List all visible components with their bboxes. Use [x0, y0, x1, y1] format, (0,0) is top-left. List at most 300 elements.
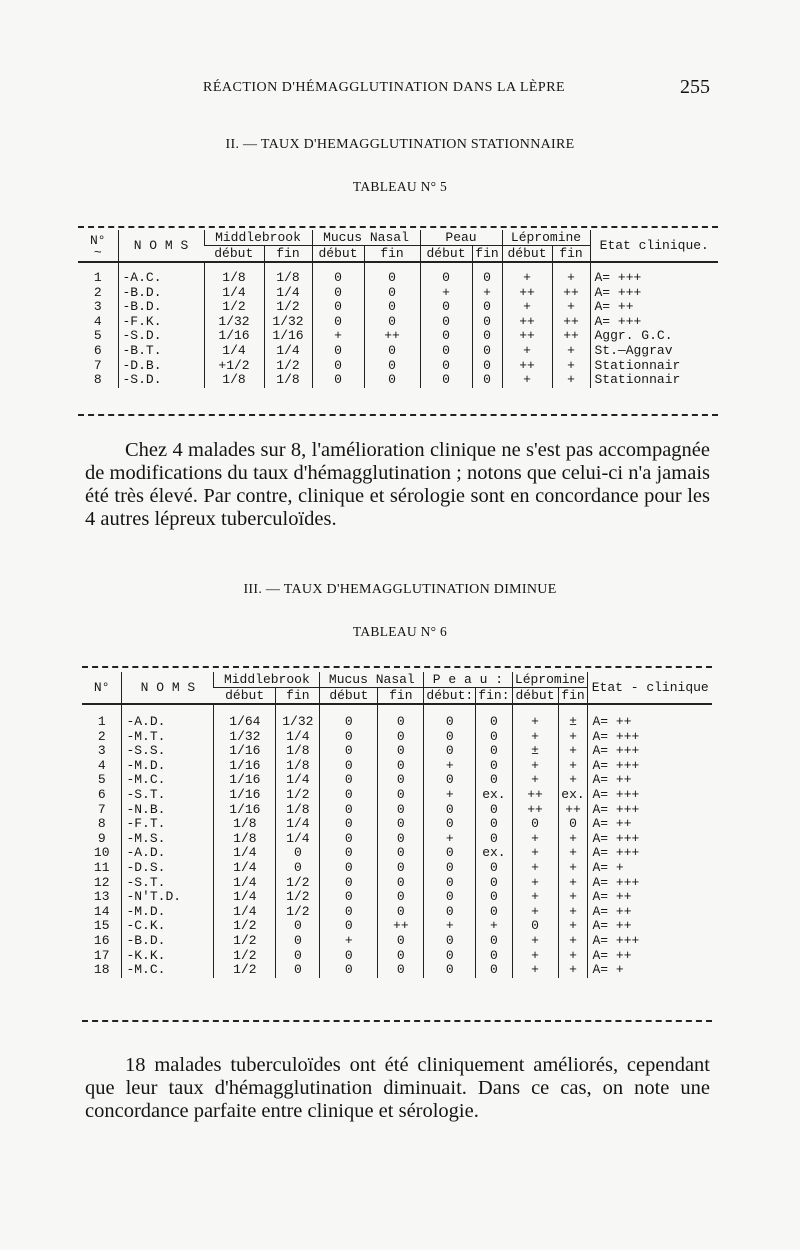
peau-fin: +: [476, 919, 512, 934]
peau-debut: 0: [424, 905, 476, 920]
section-3-title: III. — TAUX D'HEMAGGLUTINATION DIMINUE: [243, 582, 557, 597]
lepromine-debut: ++: [512, 803, 558, 818]
row-number: 1: [97, 714, 106, 729]
middlebrook-debut: 1/4: [204, 344, 264, 359]
mucus-debut: 0: [320, 817, 378, 832]
peau-fin: ex.: [476, 788, 512, 803]
mucus-fin: 0: [364, 315, 420, 330]
peau-fin: 0: [472, 300, 502, 315]
peau-debut: 0: [420, 344, 472, 359]
patient-name: -M.D.: [122, 905, 214, 920]
middlebrook-debut: 1/8: [204, 373, 264, 388]
middlebrook-fin: 1/8: [276, 759, 320, 774]
peau-fin: 0: [476, 773, 512, 788]
lepromine-debut: +: [512, 890, 558, 905]
col-mucus-header: Mucus Nasal: [312, 230, 420, 246]
mucus-fin: 0: [378, 730, 424, 745]
mucus-debut: +: [312, 329, 364, 344]
table-row: [78, 300, 718, 315]
middlebrook-fin: 0: [276, 861, 320, 876]
table-row: [82, 832, 712, 847]
sub-header-debut: début: [214, 688, 276, 705]
col-noms-header: N O M S: [118, 230, 204, 262]
etat-clinique: A= +++: [588, 876, 712, 891]
sub-header-debut: début:: [424, 688, 476, 705]
row-number: 3: [97, 743, 106, 759]
row-number: 10: [93, 845, 110, 861]
lepromine-debut: +: [512, 963, 558, 978]
mucus-fin: 0: [378, 759, 424, 774]
section-2-title: II. — TAUX D'HEMAGGLUTINATION STATIONNAIRE: [225, 137, 575, 152]
col-no-header: N° ~: [78, 230, 118, 262]
peau-debut: 0: [420, 315, 472, 330]
middlebrook-debut: 1/16: [214, 759, 276, 774]
lepromine-fin: +: [552, 373, 590, 388]
middlebrook-fin: 1/2: [264, 300, 312, 315]
lepromine-debut: ++: [502, 359, 552, 374]
peau-fin: 0: [472, 315, 502, 330]
mucus-fin: 0: [364, 359, 420, 374]
peau-fin: ex.: [476, 846, 512, 861]
col-no-header: N°: [82, 672, 122, 704]
lepromine-fin: ++: [558, 803, 588, 818]
table-row: [82, 963, 712, 978]
lepromine-fin: ++: [552, 315, 590, 330]
peau-debut: 0: [424, 704, 476, 730]
table-row: [82, 803, 712, 818]
middlebrook-fin: 1/4: [276, 832, 320, 847]
middlebrook-debut: 1/16: [214, 744, 276, 759]
mucus-fin: 0: [378, 890, 424, 905]
middlebrook-debut: 1/2: [214, 934, 276, 949]
patient-name: -C.K.: [122, 919, 214, 934]
row-number: 15: [93, 918, 110, 934]
peau-fin: 0: [476, 934, 512, 949]
row-number: 11: [93, 859, 110, 875]
middlebrook-fin: 1/8: [264, 262, 312, 286]
mucus-debut: 0: [320, 832, 378, 847]
lepromine-debut: +: [512, 846, 558, 861]
middlebrook-debut: 1/4: [214, 846, 276, 861]
lepromine-debut: +: [512, 949, 558, 964]
middlebrook-debut: 1/16: [214, 788, 276, 803]
lepromine-fin: 0: [558, 817, 588, 832]
mucus-debut: 0: [320, 919, 378, 934]
etat-clinique: A= ++: [588, 905, 712, 920]
etat-clinique: A= +: [588, 861, 712, 876]
patient-name: -B.T.: [118, 344, 204, 359]
mucus-debut: +: [320, 934, 378, 949]
mucus-fin: 0: [378, 876, 424, 891]
row-number: 2: [97, 728, 106, 744]
table-row: [82, 905, 712, 920]
middlebrook-fin: 1/32: [276, 704, 320, 730]
mucus-fin: 0: [378, 861, 424, 876]
mucus-fin: ++: [378, 919, 424, 934]
etat-clinique: St.—Aggrav: [590, 344, 718, 359]
middlebrook-debut: 1/8: [214, 832, 276, 847]
peau-fin: 0: [476, 876, 512, 891]
peau-debut: 0: [424, 861, 476, 876]
table-row: [82, 704, 712, 730]
peau-debut: +: [424, 788, 476, 803]
table-row: [82, 773, 712, 788]
peau-fin: +: [472, 286, 502, 301]
row-number: 9: [97, 830, 106, 846]
row-number: 7: [97, 801, 106, 817]
table-6: [82, 672, 712, 978]
mucus-debut: 0: [312, 300, 364, 315]
row-number: 7: [93, 357, 102, 373]
mucus-debut: 0: [320, 890, 378, 905]
lepromine-fin: ex.: [558, 788, 588, 803]
etat-clinique: A= +++: [590, 286, 718, 301]
sub-header-fin: fin: [552, 246, 590, 263]
page-number: 255: [680, 76, 710, 98]
peau-debut: +: [420, 286, 472, 301]
table-row: [78, 286, 718, 301]
etat-clinique: A= +++: [588, 934, 712, 949]
lepromine-debut: ++: [512, 788, 558, 803]
mucus-fin: 0: [364, 300, 420, 315]
middlebrook-fin: 1/8: [276, 744, 320, 759]
peau-fin: 0: [476, 817, 512, 832]
mucus-debut: 0: [312, 262, 364, 286]
middlebrook-debut: 1/8: [214, 817, 276, 832]
etat-clinique: A= ++: [588, 949, 712, 964]
peau-debut: 0: [420, 329, 472, 344]
lepromine-fin: +: [552, 300, 590, 315]
mucus-debut: 0: [320, 773, 378, 788]
sub-header-fin: fin: [378, 688, 424, 705]
lepromine-debut: +: [512, 704, 558, 730]
row-number: 3: [93, 299, 102, 315]
lepromine-debut: 0: [512, 919, 558, 934]
patient-name: -M.C.: [122, 963, 214, 978]
middlebrook-debut: 1/4: [204, 286, 264, 301]
table-row: [82, 861, 712, 876]
patient-name: -A.D.: [122, 846, 214, 861]
sub-header-debut: début: [312, 246, 364, 263]
lepromine-fin: ±: [558, 704, 588, 730]
etat-clinique: A= +++: [588, 730, 712, 745]
lepromine-debut: +: [512, 905, 558, 920]
col-etat-header: Etat - clinique: [588, 672, 712, 704]
middlebrook-debut: 1/4: [214, 861, 276, 876]
middlebrook-fin: 1/8: [264, 373, 312, 388]
mucus-debut: 0: [320, 949, 378, 964]
mucus-fin: ++: [364, 329, 420, 344]
table-row: [82, 759, 712, 774]
middlebrook-fin: 1/2: [276, 905, 320, 920]
row-number: 14: [93, 903, 110, 919]
etat-clinique: Stationnair: [590, 359, 718, 374]
middlebrook-fin: 0: [276, 963, 320, 978]
row-number: 4: [93, 313, 102, 329]
sub-header-debut: début: [512, 688, 558, 705]
patient-name: -S.D.: [118, 329, 204, 344]
peau-fin: 0: [476, 861, 512, 876]
lepromine-fin: +: [558, 919, 588, 934]
peau-debut: 0: [420, 300, 472, 315]
lepromine-debut: +: [502, 262, 552, 286]
peau-debut: 0: [424, 876, 476, 891]
lepromine-fin: +: [558, 846, 588, 861]
row-number: 8: [97, 816, 106, 832]
patient-name: -S.S.: [122, 744, 214, 759]
table-row: [78, 315, 718, 330]
lepromine-fin: +: [558, 773, 588, 788]
middlebrook-debut: 1/2: [214, 949, 276, 964]
patient-name: -K.K.: [122, 949, 214, 964]
middlebrook-fin: 0: [276, 934, 320, 949]
mucus-debut: 0: [312, 373, 364, 388]
row-number: 5: [97, 772, 106, 788]
peau-fin: 0: [472, 359, 502, 374]
peau-fin: 0: [476, 963, 512, 978]
etat-clinique: A= ++: [590, 300, 718, 315]
row-number: 18: [93, 962, 110, 978]
etat-clinique: A= +++: [588, 846, 712, 861]
mucus-fin: 0: [378, 773, 424, 788]
peau-fin: 0: [476, 730, 512, 745]
etat-clinique: A= +++: [588, 832, 712, 847]
table-5-body: [78, 262, 718, 388]
lepromine-debut: 0: [512, 817, 558, 832]
col-peau-header: Peau: [420, 230, 502, 246]
lepromine-debut: +: [512, 876, 558, 891]
sub-header-fin: fin: [264, 246, 312, 263]
middlebrook-debut: 1/16: [204, 329, 264, 344]
col-peau-header: P e a u :: [424, 672, 512, 688]
table-row: [78, 329, 718, 344]
mucus-debut: 0: [312, 286, 364, 301]
row-number: 6: [97, 786, 106, 802]
etat-clinique: Stationnair: [590, 373, 718, 388]
middlebrook-fin: 0: [276, 949, 320, 964]
lepromine-fin: +: [558, 832, 588, 847]
table-row: [82, 919, 712, 934]
row-number: 4: [97, 757, 106, 773]
lepromine-debut: ++: [502, 315, 552, 330]
middlebrook-fin: 1/2: [276, 876, 320, 891]
lepromine-debut: ++: [502, 329, 552, 344]
mucus-fin: 0: [364, 286, 420, 301]
mucus-debut: 0: [320, 876, 378, 891]
sub-header-fin: fin: [364, 246, 420, 263]
peau-fin: 0: [476, 832, 512, 847]
patient-name: -S.T.: [122, 876, 214, 891]
mucus-debut: 0: [320, 846, 378, 861]
table-row: [82, 730, 712, 745]
peau-debut: +: [424, 759, 476, 774]
sub-header-debut: début: [320, 688, 378, 705]
lepromine-debut: +: [502, 300, 552, 315]
mucus-fin: 0: [378, 744, 424, 759]
peau-fin: 0: [476, 949, 512, 964]
middlebrook-fin: 1/4: [264, 286, 312, 301]
peau-fin: 0: [476, 744, 512, 759]
mucus-debut: 0: [320, 704, 378, 730]
middlebrook-fin: 1/2: [276, 788, 320, 803]
mucus-debut: 0: [320, 905, 378, 920]
row-number: 2: [93, 284, 102, 300]
etat-clinique: A= ++: [588, 919, 712, 934]
middlebrook-fin: 1/4: [276, 773, 320, 788]
etat-clinique: A= +++: [588, 759, 712, 774]
mucus-debut: 0: [320, 730, 378, 745]
patient-name: -M.S.: [122, 832, 214, 847]
patient-name: -D.S.: [122, 861, 214, 876]
patient-name: -A.C.: [118, 262, 204, 286]
table-row: [82, 890, 712, 905]
etat-clinique: A= +++: [588, 803, 712, 818]
lepromine-fin: +: [558, 949, 588, 964]
lepromine-fin: +: [558, 905, 588, 920]
lepromine-fin: +: [558, 934, 588, 949]
lepromine-debut: ±: [512, 744, 558, 759]
running-head: [0, 76, 800, 104]
lepromine-fin: +: [558, 876, 588, 891]
mucus-debut: 0: [320, 963, 378, 978]
mucus-fin: 0: [378, 803, 424, 818]
peau-debut: 0: [420, 262, 472, 286]
mucus-fin: 0: [378, 905, 424, 920]
mucus-fin: 0: [378, 817, 424, 832]
middlebrook-fin: 1/8: [276, 803, 320, 818]
lepromine-fin: +: [558, 744, 588, 759]
lepromine-fin: +: [558, 759, 588, 774]
patient-name: -N'T.D.: [122, 890, 214, 905]
peau-fin: 0: [472, 262, 502, 286]
middlebrook-fin: 0: [276, 919, 320, 934]
patient-name: -B.D.: [122, 934, 214, 949]
lepromine-debut: +: [502, 373, 552, 388]
middlebrook-debut: 1/4: [214, 890, 276, 905]
peau-debut: 0: [424, 744, 476, 759]
peau-debut: 0: [424, 949, 476, 964]
patient-name: -S.T.: [122, 788, 214, 803]
peau-fin: 0: [472, 373, 502, 388]
patient-name: -F.K.: [118, 315, 204, 330]
middlebrook-debut: 1/2: [204, 300, 264, 315]
middlebrook-debut: +1/2: [204, 359, 264, 374]
table-6-caption: TABLEAU N° 6: [352, 624, 448, 639]
row-number: 1: [93, 270, 102, 285]
peau-debut: +: [424, 919, 476, 934]
mucus-fin: 0: [364, 262, 420, 286]
table-row: [82, 934, 712, 949]
lepromine-debut: +: [512, 730, 558, 745]
sub-header-debut: début: [502, 246, 552, 263]
middlebrook-debut: 1/16: [214, 803, 276, 818]
peau-fin: 0: [476, 759, 512, 774]
mucus-fin: 0: [364, 373, 420, 388]
table-row: [82, 817, 712, 832]
table-6-body: [82, 704, 712, 978]
etat-clinique: A= ++: [588, 704, 712, 730]
peau-fin: 0: [476, 905, 512, 920]
row-number: 16: [93, 932, 110, 948]
patient-name: -A.D.: [122, 704, 214, 730]
mucus-fin: 0: [378, 846, 424, 861]
peau-debut: 0: [424, 846, 476, 861]
col-middlebrook-header: Middlebrook: [204, 230, 312, 246]
col-lepromine-header: Lépromine: [512, 672, 588, 688]
lepromine-debut: +: [512, 934, 558, 949]
running-head-title: RÉACTION D'HÉMAGGLUTINATION DANS LA LÈPRE: [203, 80, 566, 95]
etat-clinique: Aggr. G.C.: [590, 329, 718, 344]
row-number: 6: [93, 342, 102, 358]
sub-header-fin: fin: [276, 688, 320, 705]
middlebrook-debut: 1/4: [214, 876, 276, 891]
etat-clinique: A= +: [588, 963, 712, 978]
sub-header-fin: fin: [472, 246, 502, 263]
middlebrook-fin: 1/32: [264, 315, 312, 330]
mucus-fin: 0: [378, 934, 424, 949]
etat-clinique: A= +++: [588, 788, 712, 803]
lepromine-fin: +: [552, 344, 590, 359]
lepromine-debut: +: [512, 773, 558, 788]
table-row: [78, 359, 718, 374]
lepromine-fin: +: [558, 730, 588, 745]
patient-name: -M.C.: [122, 773, 214, 788]
patient-name: -D.B.: [118, 359, 204, 374]
row-number: 13: [93, 889, 110, 905]
peau-fin: 0: [476, 890, 512, 905]
peau-fin: 0: [472, 329, 502, 344]
mucus-debut: 0: [312, 359, 364, 374]
etat-clinique: A= ++: [588, 817, 712, 832]
middlebrook-debut: 1/8: [204, 262, 264, 286]
sub-header-debut: début: [204, 246, 264, 263]
mucus-debut: 0: [320, 744, 378, 759]
peau-debut: +: [424, 832, 476, 847]
mucus-debut: 0: [312, 315, 364, 330]
peau-debut: 0: [424, 817, 476, 832]
lepromine-debut: +: [512, 861, 558, 876]
table-5-caption: TABLEAU N° 5: [352, 179, 448, 194]
table-row: [78, 344, 718, 359]
patient-name: -N.B.: [122, 803, 214, 818]
lepromine-debut: ++: [502, 286, 552, 301]
peau-debut: 0: [420, 359, 472, 374]
peau-debut: 0: [424, 963, 476, 978]
peau-debut: 0: [420, 373, 472, 388]
peau-fin: 0: [472, 344, 502, 359]
etat-clinique: A= ++: [588, 890, 712, 905]
lepromine-debut: +: [502, 344, 552, 359]
peau-debut: 0: [424, 890, 476, 905]
mucus-debut: 0: [312, 344, 364, 359]
table-5: [78, 230, 718, 388]
row-number: 5: [93, 328, 102, 344]
lepromine-fin: +: [558, 963, 588, 978]
lepromine-fin: +: [552, 359, 590, 374]
peau-debut: 0: [424, 934, 476, 949]
table-row: [78, 262, 718, 286]
col-noms-header: N O M S: [122, 672, 214, 704]
mucus-debut: 0: [320, 861, 378, 876]
mucus-fin: 0: [378, 704, 424, 730]
middlebrook-debut: 1/64: [214, 704, 276, 730]
row-number: 17: [93, 947, 110, 963]
peau-debut: 0: [424, 803, 476, 818]
section-3-paragraph: 18 malades tuberculoïdes ont été cliniquement améliorés, cependant que leur taux d'hémagglutination diminuait. Dans ce cas, on note une concordance parfaite entre clinique et sérologie.: [85, 1054, 710, 1122]
table-row: [82, 876, 712, 891]
col-etat-header: Etat clinique.: [590, 230, 718, 262]
etat-clinique: A= ++: [588, 773, 712, 788]
